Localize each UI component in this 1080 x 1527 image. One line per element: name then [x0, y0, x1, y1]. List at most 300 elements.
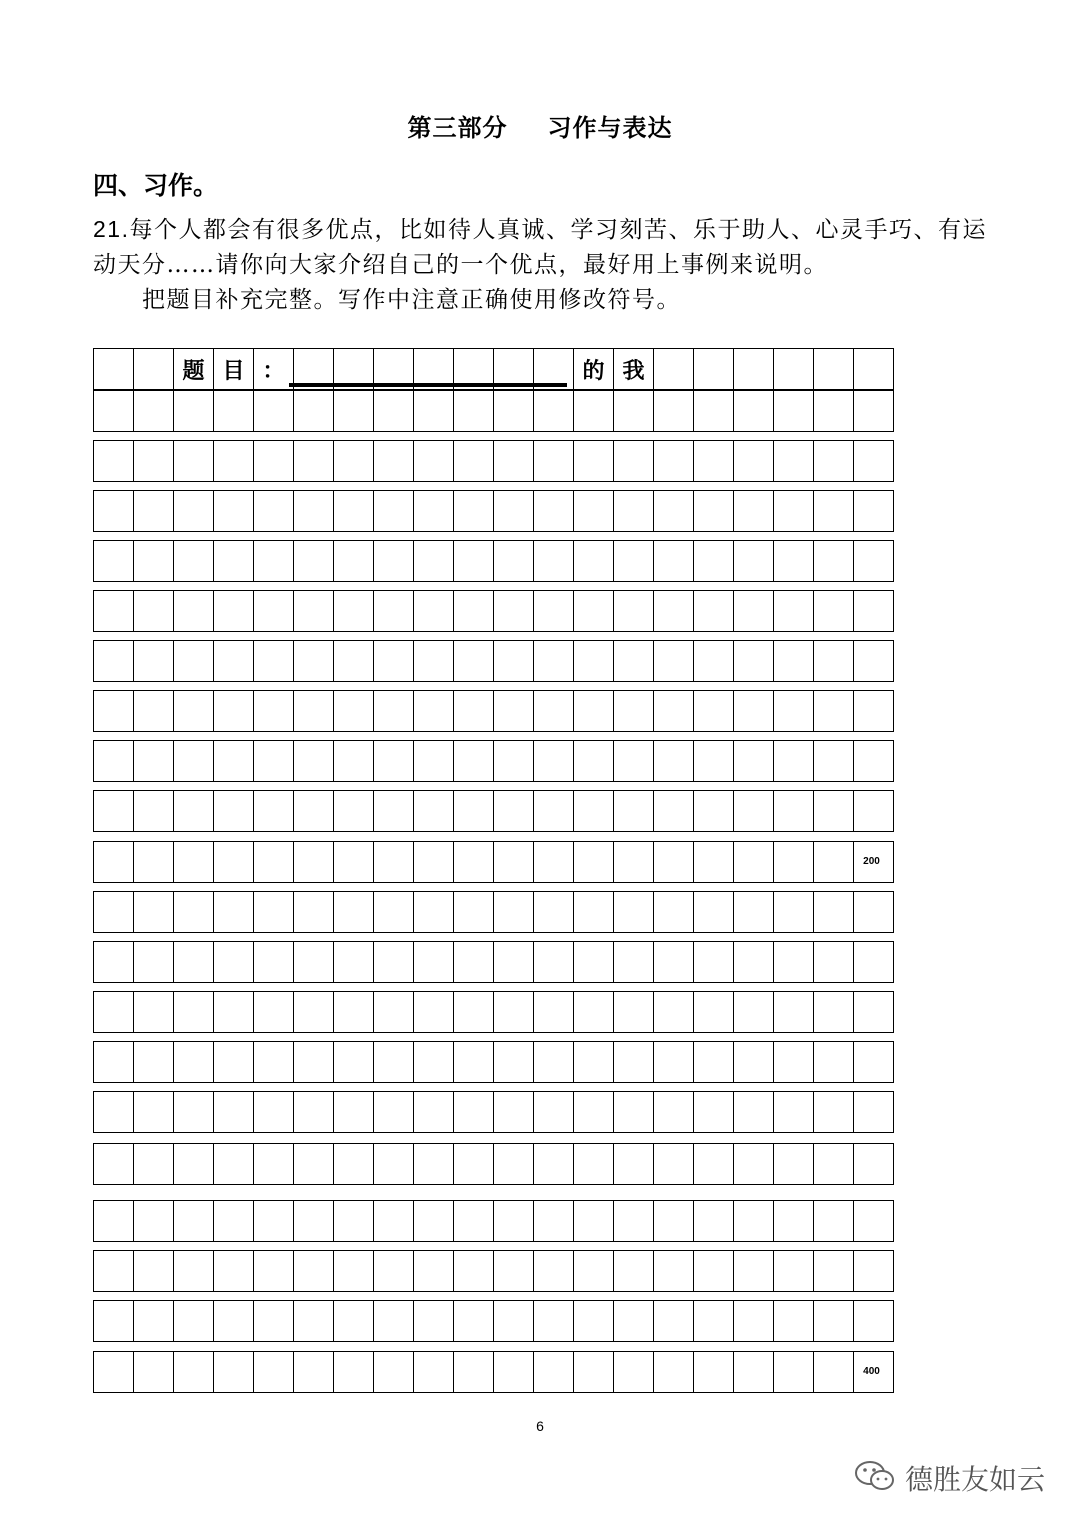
grid-cell[interactable]	[373, 390, 414, 432]
grid-cell[interactable]	[573, 440, 614, 482]
grid-cell[interactable]	[533, 1143, 574, 1185]
grid-cell[interactable]	[613, 590, 654, 632]
grid-cell[interactable]	[453, 1351, 494, 1393]
grid-cell[interactable]	[853, 1091, 894, 1133]
grid-cell[interactable]	[173, 640, 214, 682]
grid-cell[interactable]	[733, 540, 774, 582]
grid-cell[interactable]	[213, 590, 254, 632]
grid-cell[interactable]	[253, 891, 294, 933]
grid-cell[interactable]	[413, 1300, 454, 1342]
grid-cell[interactable]	[253, 590, 294, 632]
grid-cell[interactable]	[253, 1300, 294, 1342]
grid-cell[interactable]	[493, 1300, 534, 1342]
grid-cell[interactable]	[173, 790, 214, 832]
grid-cell[interactable]	[213, 640, 254, 682]
grid-cell[interactable]	[733, 590, 774, 632]
grid-cell[interactable]	[733, 1041, 774, 1083]
grid-cell[interactable]	[413, 1091, 454, 1133]
grid-cell[interactable]	[533, 1300, 574, 1342]
grid-cell[interactable]	[453, 790, 494, 832]
grid-cell[interactable]	[573, 690, 614, 732]
grid-cell[interactable]	[813, 348, 854, 390]
grid-cell[interactable]	[213, 941, 254, 983]
grid-cell[interactable]	[653, 1351, 694, 1393]
grid-cell[interactable]	[813, 1351, 854, 1393]
grid-cell[interactable]	[693, 1250, 734, 1292]
grid-cell[interactable]	[693, 1200, 734, 1242]
grid-cell[interactable]	[733, 1091, 774, 1133]
grid-cell[interactable]	[173, 1200, 214, 1242]
grid-cell[interactable]	[693, 490, 734, 532]
grid-cell[interactable]	[253, 640, 294, 682]
grid-cell[interactable]	[373, 740, 414, 782]
grid-cell[interactable]	[453, 690, 494, 732]
grid-cell[interactable]	[213, 1041, 254, 1083]
grid-cell[interactable]	[693, 640, 734, 682]
grid-cell[interactable]	[613, 390, 654, 432]
grid-cell[interactable]	[213, 1250, 254, 1292]
grid-cell[interactable]	[773, 540, 814, 582]
grid-cell[interactable]	[253, 740, 294, 782]
grid-cell[interactable]	[453, 590, 494, 632]
grid-cell[interactable]	[333, 690, 374, 732]
grid-cell[interactable]	[133, 1143, 174, 1185]
grid-cell[interactable]	[773, 1091, 814, 1133]
grid-cell[interactable]	[533, 1351, 574, 1393]
grid-cell[interactable]	[613, 991, 654, 1033]
grid-cell[interactable]	[573, 390, 614, 432]
grid-cell[interactable]	[853, 891, 894, 933]
grid-cell[interactable]	[213, 490, 254, 532]
grid-cell[interactable]	[453, 891, 494, 933]
grid-cell[interactable]	[573, 590, 614, 632]
grid-cell[interactable]	[533, 740, 574, 782]
grid-cell[interactable]	[133, 1351, 174, 1393]
grid-cell[interactable]	[133, 490, 174, 532]
grid-cell[interactable]	[813, 740, 854, 782]
grid-cell[interactable]	[653, 440, 694, 482]
grid-cell[interactable]	[533, 490, 574, 532]
grid-cell[interactable]	[773, 390, 814, 432]
grid-cell[interactable]	[533, 1200, 574, 1242]
grid-cell[interactable]	[373, 1351, 414, 1393]
grid-cell[interactable]	[813, 1300, 854, 1342]
grid-cell[interactable]	[173, 490, 214, 532]
grid-cell[interactable]	[693, 941, 734, 983]
grid-cell[interactable]	[213, 1200, 254, 1242]
grid-cell[interactable]	[693, 1143, 734, 1185]
grid-cell[interactable]	[413, 991, 454, 1033]
grid-cell[interactable]	[773, 690, 814, 732]
grid-cell[interactable]	[853, 740, 894, 782]
grid-cell[interactable]	[133, 440, 174, 482]
grid-cell[interactable]	[613, 1091, 654, 1133]
grid-cell[interactable]	[413, 740, 454, 782]
grid-cell[interactable]	[173, 540, 214, 582]
grid-cell[interactable]	[93, 891, 134, 933]
grid-cell[interactable]	[293, 790, 334, 832]
grid-cell[interactable]	[493, 440, 534, 482]
grid-cell[interactable]	[493, 1143, 534, 1185]
grid-cell[interactable]	[653, 540, 694, 582]
grid-cell[interactable]	[213, 891, 254, 933]
grid-cell[interactable]	[693, 590, 734, 632]
grid-cell[interactable]	[93, 941, 134, 983]
grid-cell[interactable]	[333, 790, 374, 832]
grid-cell[interactable]	[853, 941, 894, 983]
grid-cell[interactable]	[133, 1041, 174, 1083]
grid-cell[interactable]	[733, 790, 774, 832]
grid-cell[interactable]	[853, 390, 894, 432]
grid-cell[interactable]	[133, 348, 174, 390]
grid-cell[interactable]	[653, 390, 694, 432]
grid-cell[interactable]	[93, 490, 134, 532]
grid-cell[interactable]	[773, 1250, 814, 1292]
grid-cell[interactable]	[253, 1143, 294, 1185]
grid-cell[interactable]	[573, 941, 614, 983]
grid-cell[interactable]	[533, 1041, 574, 1083]
grid-cell[interactable]	[773, 991, 814, 1033]
grid-cell[interactable]	[213, 1300, 254, 1342]
grid-cell[interactable]	[453, 1250, 494, 1292]
grid-cell[interactable]	[653, 1041, 694, 1083]
grid-cell[interactable]	[733, 991, 774, 1033]
grid-cell[interactable]	[773, 891, 814, 933]
grid-cell[interactable]	[493, 841, 534, 883]
grid-cell[interactable]	[573, 991, 614, 1033]
grid-cell[interactable]	[453, 540, 494, 582]
grid-cell[interactable]	[693, 440, 734, 482]
grid-cell[interactable]	[813, 590, 854, 632]
grid-cell[interactable]	[293, 1351, 334, 1393]
grid-cell[interactable]	[93, 690, 134, 732]
grid-cell[interactable]	[853, 440, 894, 482]
grid-cell[interactable]	[333, 440, 374, 482]
grid-cell[interactable]	[813, 991, 854, 1033]
grid-cell[interactable]	[213, 390, 254, 432]
grid-cell[interactable]	[293, 1300, 334, 1342]
grid-cell[interactable]	[93, 640, 134, 682]
grid-cell[interactable]	[173, 1091, 214, 1133]
grid-cell[interactable]	[293, 390, 334, 432]
grid-cell[interactable]	[653, 1250, 694, 1292]
grid-cell[interactable]	[533, 991, 574, 1033]
grid-cell[interactable]	[293, 490, 334, 532]
grid-cell[interactable]	[613, 740, 654, 782]
grid-cell[interactable]	[573, 740, 614, 782]
grid-cell[interactable]	[413, 891, 454, 933]
grid-cell[interactable]	[733, 440, 774, 482]
grid-cell[interactable]	[653, 690, 694, 732]
grid-cell[interactable]	[493, 1351, 534, 1393]
grid-cell[interactable]	[413, 1250, 454, 1292]
grid-cell[interactable]	[293, 540, 334, 582]
grid-cell[interactable]	[573, 790, 614, 832]
grid-cell[interactable]	[733, 891, 774, 933]
grid-cell[interactable]	[653, 490, 694, 532]
grid-cell[interactable]	[813, 540, 854, 582]
grid-cell[interactable]	[373, 991, 414, 1033]
grid-cell[interactable]	[213, 690, 254, 732]
grid-cell[interactable]	[333, 1351, 374, 1393]
grid-cell[interactable]	[173, 348, 214, 390]
grid-cell[interactable]	[813, 841, 854, 883]
grid-cell[interactable]	[453, 941, 494, 983]
grid-cell[interactable]	[853, 640, 894, 682]
grid-cell[interactable]	[173, 941, 214, 983]
grid-cell[interactable]	[773, 440, 814, 482]
grid-cell[interactable]	[493, 1200, 534, 1242]
grid-cell[interactable]	[213, 1143, 254, 1185]
grid-cell[interactable]	[293, 740, 334, 782]
grid-cell[interactable]	[533, 590, 574, 632]
grid-cell[interactable]	[533, 640, 574, 682]
grid-cell[interactable]	[853, 1351, 894, 1393]
grid-cell[interactable]	[533, 440, 574, 482]
grid-cell[interactable]	[813, 690, 854, 732]
grid-cell[interactable]	[453, 490, 494, 532]
grid-cell[interactable]	[133, 790, 174, 832]
grid-cell[interactable]	[173, 1250, 214, 1292]
grid-cell[interactable]	[813, 790, 854, 832]
grid-cell[interactable]	[373, 891, 414, 933]
grid-cell[interactable]	[773, 1351, 814, 1393]
grid-cell[interactable]	[613, 841, 654, 883]
grid-cell[interactable]	[773, 740, 814, 782]
grid-cell[interactable]	[253, 941, 294, 983]
grid-cell[interactable]	[293, 841, 334, 883]
grid-cell[interactable]	[333, 590, 374, 632]
grid-cell[interactable]	[733, 490, 774, 532]
grid-cell[interactable]	[93, 1143, 134, 1185]
grid-cell[interactable]	[213, 790, 254, 832]
grid-cell[interactable]	[733, 690, 774, 732]
grid-cell[interactable]	[813, 390, 854, 432]
grid-cell[interactable]	[653, 740, 694, 782]
grid-cell[interactable]	[533, 790, 574, 832]
grid-cell[interactable]	[333, 1300, 374, 1342]
grid-cell[interactable]	[613, 348, 654, 390]
grid-cell[interactable]	[253, 1200, 294, 1242]
grid-cell[interactable]	[293, 1250, 334, 1292]
grid-cell[interactable]	[653, 790, 694, 832]
grid-cell[interactable]	[293, 991, 334, 1033]
grid-cell[interactable]	[653, 841, 694, 883]
grid-cell[interactable]	[413, 1143, 454, 1185]
grid-cell[interactable]	[253, 390, 294, 432]
grid-cell[interactable]	[93, 1351, 134, 1393]
grid-cell[interactable]	[733, 1351, 774, 1393]
grid-cell[interactable]	[573, 1250, 614, 1292]
grid-cell[interactable]	[493, 1041, 534, 1083]
grid-cell[interactable]	[373, 1200, 414, 1242]
grid-cell[interactable]	[813, 1091, 854, 1133]
grid-cell[interactable]	[133, 941, 174, 983]
grid-cell[interactable]	[573, 841, 614, 883]
grid-cell[interactable]	[93, 1250, 134, 1292]
grid-cell[interactable]	[813, 891, 854, 933]
grid-cell[interactable]	[413, 790, 454, 832]
grid-cell[interactable]	[293, 941, 334, 983]
grid-cell[interactable]	[813, 1041, 854, 1083]
grid-cell[interactable]	[373, 841, 414, 883]
grid-cell[interactable]	[333, 891, 374, 933]
grid-cell[interactable]	[213, 841, 254, 883]
grid-cell[interactable]	[413, 1351, 454, 1393]
grid-cell[interactable]	[293, 590, 334, 632]
grid-cell[interactable]	[533, 540, 574, 582]
grid-cell[interactable]	[653, 1300, 694, 1342]
grid-cell[interactable]	[613, 440, 654, 482]
grid-cell[interactable]	[253, 1041, 294, 1083]
grid-cell[interactable]	[533, 690, 574, 732]
grid-cell[interactable]	[213, 540, 254, 582]
grid-cell[interactable]	[653, 1091, 694, 1133]
grid-cell[interactable]	[293, 1091, 334, 1133]
grid-cell[interactable]	[613, 891, 654, 933]
grid-cell[interactable]	[493, 540, 534, 582]
grid-cell[interactable]	[573, 1091, 614, 1133]
grid-cell[interactable]	[853, 841, 894, 883]
grid-cell[interactable]	[93, 1300, 134, 1342]
grid-cell[interactable]	[373, 590, 414, 632]
grid-cell[interactable]	[453, 841, 494, 883]
grid-cell[interactable]	[613, 640, 654, 682]
grid-cell[interactable]	[333, 1041, 374, 1083]
grid-cell[interactable]	[853, 590, 894, 632]
grid-cell[interactable]	[453, 740, 494, 782]
grid-cell[interactable]	[853, 348, 894, 390]
grid-cell[interactable]	[613, 540, 654, 582]
grid-cell[interactable]	[733, 1143, 774, 1185]
grid-cell[interactable]	[333, 1091, 374, 1133]
grid-cell[interactable]	[813, 640, 854, 682]
grid-cell[interactable]	[173, 1041, 214, 1083]
grid-cell[interactable]	[653, 1200, 694, 1242]
grid-cell[interactable]	[493, 941, 534, 983]
grid-cell[interactable]	[733, 1300, 774, 1342]
grid-cell[interactable]	[493, 390, 534, 432]
grid-cell[interactable]	[733, 390, 774, 432]
grid-cell[interactable]	[453, 1143, 494, 1185]
grid-cell[interactable]	[453, 390, 494, 432]
grid-cell[interactable]	[653, 891, 694, 933]
grid-cell[interactable]	[213, 440, 254, 482]
grid-cell[interactable]	[813, 490, 854, 532]
grid-cell[interactable]	[853, 790, 894, 832]
grid-cell[interactable]	[413, 1041, 454, 1083]
grid-cell[interactable]	[413, 1200, 454, 1242]
grid-cell[interactable]	[133, 540, 174, 582]
grid-cell[interactable]	[173, 390, 214, 432]
grid-cell[interactable]	[373, 1143, 414, 1185]
grid-cell[interactable]	[333, 1250, 374, 1292]
grid-cell[interactable]	[453, 1300, 494, 1342]
grid-cell[interactable]	[413, 590, 454, 632]
grid-cell[interactable]	[213, 740, 254, 782]
grid-cell[interactable]	[693, 891, 734, 933]
grid-cell[interactable]	[653, 941, 694, 983]
grid-cell[interactable]	[93, 390, 134, 432]
grid-cell[interactable]	[373, 640, 414, 682]
grid-cell[interactable]	[693, 348, 734, 390]
grid-cell[interactable]	[573, 1300, 614, 1342]
grid-cell[interactable]	[413, 440, 454, 482]
grid-cell[interactable]	[813, 941, 854, 983]
grid-cell[interactable]	[613, 1143, 654, 1185]
grid-cell[interactable]	[333, 490, 374, 532]
grid-cell[interactable]	[93, 440, 134, 482]
grid-cell[interactable]	[373, 1041, 414, 1083]
grid-cell[interactable]	[293, 1143, 334, 1185]
grid-cell[interactable]	[93, 1041, 134, 1083]
grid-cell[interactable]	[173, 1300, 214, 1342]
grid-cell[interactable]	[493, 891, 534, 933]
grid-cell[interactable]	[133, 640, 174, 682]
grid-cell[interactable]	[93, 590, 134, 632]
grid-cell[interactable]	[253, 440, 294, 482]
grid-cell[interactable]	[813, 1143, 854, 1185]
grid-cell[interactable]	[453, 1091, 494, 1133]
grid-cell[interactable]	[253, 1351, 294, 1393]
grid-cell[interactable]	[413, 841, 454, 883]
grid-cell[interactable]	[533, 941, 574, 983]
grid-cell[interactable]	[133, 740, 174, 782]
grid-cell[interactable]	[253, 540, 294, 582]
grid-cell[interactable]	[573, 1351, 614, 1393]
grid-cell[interactable]	[413, 390, 454, 432]
grid-cell[interactable]	[173, 690, 214, 732]
grid-cell[interactable]	[773, 348, 814, 390]
grid-cell[interactable]	[173, 440, 214, 482]
grid-cell[interactable]	[653, 1143, 694, 1185]
grid-cell[interactable]	[533, 1091, 574, 1133]
grid-cell[interactable]	[453, 1041, 494, 1083]
grid-cell[interactable]	[573, 1041, 614, 1083]
grid-cell[interactable]	[293, 1041, 334, 1083]
grid-cell[interactable]	[773, 490, 814, 532]
grid-cell[interactable]	[613, 1250, 654, 1292]
grid-cell[interactable]	[333, 390, 374, 432]
grid-cell[interactable]	[853, 1250, 894, 1292]
grid-cell[interactable]	[453, 440, 494, 482]
grid-cell[interactable]	[213, 1091, 254, 1133]
grid-cell[interactable]	[373, 690, 414, 732]
grid-cell[interactable]	[253, 841, 294, 883]
grid-cell[interactable]	[613, 1351, 654, 1393]
grid-cell[interactable]	[733, 640, 774, 682]
grid-cell[interactable]	[333, 1143, 374, 1185]
grid-cell[interactable]	[93, 1091, 134, 1133]
grid-cell[interactable]	[573, 640, 614, 682]
grid-cell[interactable]	[253, 490, 294, 532]
grid-cell[interactable]	[133, 1250, 174, 1292]
grid-cell[interactable]	[133, 390, 174, 432]
grid-cell[interactable]	[693, 841, 734, 883]
grid-cell[interactable]	[493, 690, 534, 732]
grid-cell[interactable]	[693, 540, 734, 582]
grid-cell[interactable]	[853, 1041, 894, 1083]
grid-cell[interactable]	[493, 590, 534, 632]
grid-cell[interactable]	[693, 991, 734, 1033]
grid-cell[interactable]	[173, 1351, 214, 1393]
grid-cell[interactable]	[253, 1091, 294, 1133]
grid-cell[interactable]	[333, 841, 374, 883]
grid-cell[interactable]	[853, 490, 894, 532]
grid-cell[interactable]	[613, 790, 654, 832]
grid-cell[interactable]	[493, 991, 534, 1033]
grid-cell[interactable]	[373, 540, 414, 582]
